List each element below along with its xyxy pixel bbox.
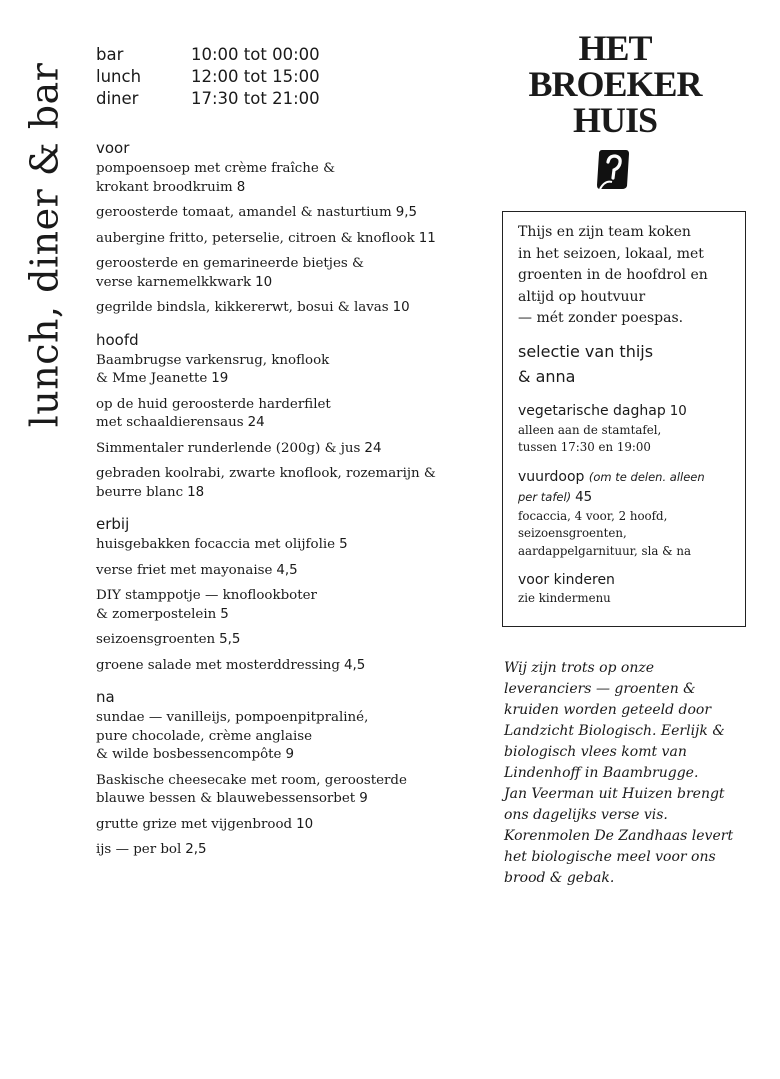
selection-item-paren: (om te delen. alleen bbox=[588, 469, 705, 484]
intro-line: groenten in de hoofdrol en bbox=[518, 267, 708, 283]
hours-label: lunch bbox=[96, 67, 142, 86]
menu-item bbox=[96, 160, 446, 197]
hours-label: bar bbox=[96, 45, 124, 64]
suppliers-line: brood & gebak. bbox=[504, 870, 615, 886]
logo bbox=[520, 30, 710, 138]
selection-item bbox=[518, 570, 731, 608]
menu-item-text: op de huid geroosterde harderfilet bbox=[96, 396, 331, 412]
menu-item-text: geroosterde tomaat, amandel & nasturtium bbox=[96, 205, 392, 220]
menu-item-price: 2,5 bbox=[185, 842, 207, 857]
logo-mark-icon bbox=[596, 148, 630, 190]
selection-item-paren: per tafel) bbox=[518, 489, 572, 504]
menu-item-price: 5,5 bbox=[219, 632, 241, 647]
menu-item-text: gegrilde bindsla, kikkererwt, bosui & lavas bbox=[96, 300, 389, 315]
menu-item-line bbox=[96, 536, 446, 555]
selection-item-note bbox=[518, 590, 731, 608]
menu-item bbox=[96, 536, 446, 555]
selection-item-note bbox=[518, 508, 731, 561]
selection-item-head bbox=[518, 467, 731, 508]
selection-title-line: & anna bbox=[518, 366, 576, 386]
menu-item-text: krokant broodkruim bbox=[96, 179, 233, 195]
menu-item-price: 10 bbox=[296, 816, 314, 832]
menu-item-price: 4,5 bbox=[276, 562, 298, 578]
menu-item-text: Baambrugse varkensrug, knoflook bbox=[96, 352, 330, 368]
menu-item-text: huisgebakken focaccia met olijfolie bbox=[96, 537, 336, 552]
menu-item-price: 11 bbox=[418, 230, 436, 246]
menu-item-text: pompoensoep met crème fraîche & bbox=[96, 161, 336, 176]
suppliers-line: Landzicht Biologisch. Eerlijk & bbox=[504, 723, 725, 739]
menu-item-text: grutte grize met vijgenbrood bbox=[96, 816, 293, 832]
hours-time: 10:00 tot 00:00 bbox=[191, 45, 320, 64]
menu-item-text: met schaaldierensaus bbox=[96, 415, 244, 430]
menu-item-price: 10 bbox=[255, 274, 273, 290]
menu-item-price: 9 bbox=[359, 791, 368, 806]
menu-item-price: 5 bbox=[339, 537, 348, 552]
selection-title-line: selectie van thijs bbox=[518, 341, 654, 361]
menu-item-text: aubergine fritto, peterselie, citroen & knoflook bbox=[96, 230, 415, 246]
selection-item-price: 10 bbox=[669, 403, 687, 419]
selection-item-note bbox=[518, 422, 731, 457]
menu-item-line bbox=[96, 179, 446, 198]
menu-item bbox=[96, 657, 446, 676]
suppliers-line: ons dagelijks verse vis. bbox=[504, 807, 668, 823]
section-title: hoofd bbox=[96, 330, 139, 349]
menu-item-text: Baskische cheesecake met room, geroosterde bbox=[96, 772, 407, 788]
hours-time: 12:00 tot 15:00 bbox=[191, 67, 320, 86]
menu-item-price: 24 bbox=[247, 415, 265, 430]
menu-item-price: 5 bbox=[220, 606, 229, 622]
menu-item bbox=[96, 440, 446, 459]
suppliers-text bbox=[504, 658, 764, 889]
intro-line: Thijs en zijn team koken bbox=[518, 224, 691, 240]
menu-item-line bbox=[96, 709, 446, 728]
menu-item-text: Simmentaler runderlende (200g) & jus bbox=[96, 440, 361, 456]
section-title: voor bbox=[96, 139, 130, 157]
menu-item bbox=[96, 255, 446, 292]
menu-item-line bbox=[96, 352, 446, 371]
note-line: aardappelgarnituur, sla & na bbox=[518, 543, 692, 558]
menu-item-text: groene salade met mosterddressing bbox=[96, 657, 340, 673]
menu-item-line bbox=[96, 465, 446, 484]
menu-item bbox=[96, 352, 446, 389]
selection-item-title: vegetarische daghap bbox=[518, 402, 666, 419]
menu-item bbox=[96, 465, 446, 502]
intro-line: altijd op houtvuur bbox=[518, 288, 646, 305]
menu-item-line bbox=[96, 631, 446, 650]
suppliers-line: leveranciers — groenten & bbox=[504, 681, 696, 697]
vertical-title bbox=[18, 40, 70, 450]
menu-item bbox=[96, 631, 446, 650]
menu-item-line bbox=[96, 414, 446, 433]
menu-item-line bbox=[96, 370, 446, 389]
menu-item-line bbox=[96, 728, 446, 747]
suppliers-line: Lindenhoff in Baambrugge. bbox=[504, 765, 699, 781]
menu-item bbox=[96, 204, 446, 223]
selection-item-title-line bbox=[518, 570, 731, 590]
suppliers-line: biologisch vlees komt van bbox=[504, 744, 687, 760]
menu-item-text: & zomerpostelein bbox=[96, 606, 217, 622]
suppliers-line: Wij zijn trots op onze bbox=[504, 660, 655, 676]
menu-item-line bbox=[96, 746, 446, 765]
menu-item-line bbox=[96, 606, 446, 625]
selection-item bbox=[518, 401, 731, 457]
menu-item-text: beurre blanc bbox=[96, 484, 184, 500]
hours-label: diner bbox=[96, 89, 139, 108]
logo-line: HET bbox=[578, 28, 652, 68]
menu-item-line bbox=[96, 841, 446, 860]
note-line: tussen 17:30 en 19:00 bbox=[518, 440, 651, 454]
menu-item-text: blauwe bessen & blauwebessensorbet bbox=[96, 791, 356, 806]
selection-item-title: vuurdoop bbox=[518, 468, 585, 485]
section-title: na bbox=[96, 688, 115, 706]
menu-item bbox=[96, 841, 446, 860]
menu-item-price: 8 bbox=[236, 179, 246, 195]
hours-row bbox=[96, 44, 320, 66]
selection-item-title-line bbox=[518, 467, 731, 487]
selection-item-head bbox=[518, 401, 731, 422]
suppliers-line: Jan Veerman uit Huizen brengt bbox=[504, 786, 725, 802]
menu-item bbox=[96, 816, 446, 835]
section-title: erbij bbox=[96, 515, 130, 533]
selection-item-head bbox=[518, 570, 731, 590]
menu-item-line bbox=[96, 230, 446, 249]
menu-item-text: & wilde bosbessencompôte bbox=[96, 747, 282, 762]
menu-item-text: sundae — vanilleijs, pompoenpitpraliné, bbox=[96, 710, 369, 725]
suppliers-line: het biologische meel voor ons bbox=[504, 849, 716, 865]
selection-item bbox=[518, 467, 731, 561]
logo-line: HUIS bbox=[572, 100, 658, 140]
page-title: lunch, diner & bar bbox=[22, 62, 66, 428]
menu-item-line bbox=[96, 587, 446, 606]
menu-item-text: pure chocolade, crème anglaise bbox=[96, 728, 313, 744]
intro-text bbox=[518, 222, 731, 330]
logo-line: BROEKER bbox=[528, 64, 702, 104]
hours-row bbox=[96, 66, 320, 88]
menu-section-hoofd bbox=[96, 330, 446, 503]
menu-item-text: & Mme Jeanette bbox=[96, 371, 208, 386]
selection-item-title-line bbox=[518, 487, 731, 508]
menu-item-line bbox=[96, 816, 446, 835]
menu-item bbox=[96, 709, 446, 765]
menu-item bbox=[96, 772, 446, 809]
menu-section-voor bbox=[96, 138, 446, 318]
selection-item-title: voor kinderen bbox=[518, 572, 615, 588]
menu-section-erbij bbox=[96, 514, 446, 675]
note-line: focaccia, 4 voor, 2 hoofd, bbox=[518, 508, 668, 523]
menu-item bbox=[96, 562, 446, 581]
menu-item-line bbox=[96, 790, 446, 809]
menu-section-na bbox=[96, 687, 446, 860]
menu-item-text: ijs — per bol bbox=[96, 842, 182, 857]
menu-item-line bbox=[96, 772, 446, 791]
suppliers-line: kruiden worden geteeld door bbox=[504, 702, 712, 718]
menu-item-line bbox=[96, 299, 446, 318]
menu-item bbox=[96, 299, 446, 318]
hours-time: 17:30 tot 21:00 bbox=[191, 89, 320, 108]
menu-item-line bbox=[96, 274, 446, 293]
opening-hours bbox=[96, 44, 320, 110]
selection-item-title-line bbox=[518, 401, 731, 422]
menu-item-line bbox=[96, 204, 446, 223]
menu-item-price: 24 bbox=[364, 440, 382, 456]
menu-list bbox=[96, 138, 446, 872]
suppliers-line: Korenmolen De Zandhaas levert bbox=[504, 828, 734, 844]
menu-item bbox=[96, 230, 446, 249]
menu-item-price: 18 bbox=[187, 484, 205, 500]
menu-item-line bbox=[96, 396, 446, 415]
note-line: zie kindermenu bbox=[518, 591, 611, 605]
note-line: alleen aan de stamtafel, bbox=[518, 422, 662, 437]
menu-item bbox=[96, 396, 446, 433]
menu-item-price: 9 bbox=[285, 747, 294, 762]
menu-item-line bbox=[96, 562, 446, 581]
menu-item-text: seizoensgroenten bbox=[96, 632, 216, 647]
hours-row bbox=[96, 88, 320, 110]
menu-item-line bbox=[96, 484, 446, 503]
menu-item-price: 4,5 bbox=[343, 657, 366, 673]
menu-item-price: 19 bbox=[211, 371, 229, 386]
menu-item-line bbox=[96, 160, 446, 179]
intro-line: in het seizoen, lokaal, met bbox=[518, 245, 704, 262]
chef-selection-box bbox=[502, 211, 746, 627]
menu-item-line bbox=[96, 657, 446, 676]
menu-item-price: 9,5 bbox=[395, 205, 418, 220]
note-line: seizoensgroenten, bbox=[518, 526, 627, 540]
menu-item-line bbox=[96, 255, 446, 274]
intro-line: — mét zonder poespas. bbox=[518, 310, 684, 326]
menu-item-text: geroosterde en gemarineerde bietjes & bbox=[96, 256, 364, 271]
menu-item-text: gebraden koolrabi, zwarte knoflook, rozemarijn & bbox=[96, 466, 436, 481]
menu-item-price: 10 bbox=[392, 300, 410, 315]
menu-item-text: verse friet met mayonaise bbox=[96, 562, 273, 578]
selection-title bbox=[518, 339, 731, 389]
menu-item-text: DIY stamppotje — knoflookboter bbox=[96, 588, 317, 603]
menu-item bbox=[96, 587, 446, 624]
menu-item-text: verse karnemelkkwark bbox=[96, 274, 252, 290]
selection-item-price: 45 bbox=[575, 489, 593, 505]
menu-item-line bbox=[96, 440, 446, 459]
